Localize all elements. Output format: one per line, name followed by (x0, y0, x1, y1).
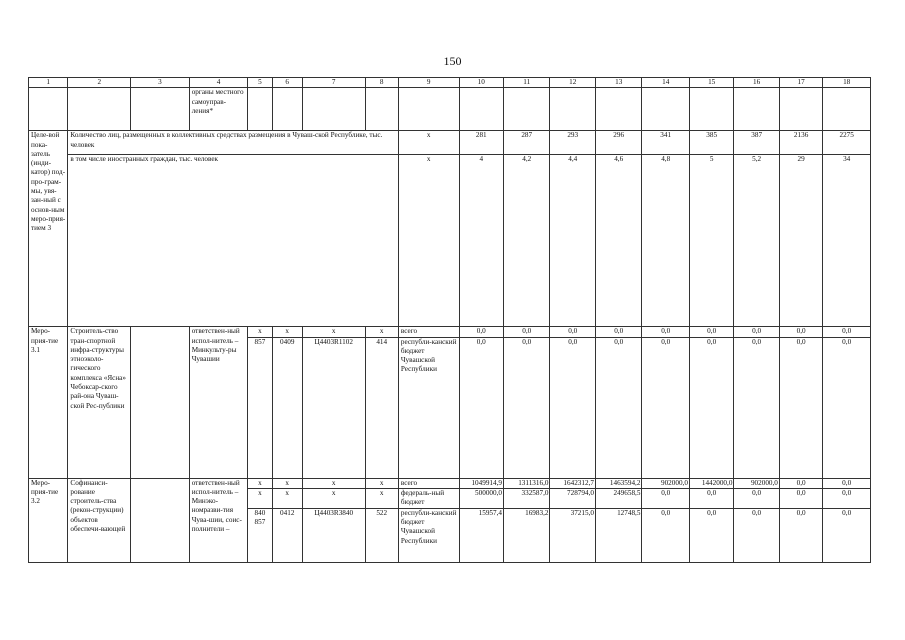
value-cell: 500000,0 (459, 488, 503, 508)
value-cell: 0,0 (689, 488, 733, 508)
indicator-label: Целе-вой пока-затель (инди-катор) под-про-грам-мы, увя-зан-ный с основ-ным меро-прия-тием 3 (29, 131, 68, 327)
cell: 840 857 (248, 508, 272, 562)
value-cell: 0,0 (459, 337, 503, 478)
indicator-text: Количество лиц, размещенных в коллективных средствах размещения в Чуваш-ской Республике, тыс. человек (68, 131, 398, 155)
value-cell: 0,0 (642, 488, 690, 508)
col-number: 12 (550, 78, 595, 88)
value-cell: 0,0 (459, 327, 503, 337)
value-cell: 0,0 (734, 337, 779, 478)
cell: x (248, 327, 272, 337)
continuation-row (29, 88, 871, 131)
measure-label: Меро-прия-тие 3.1 (29, 327, 68, 478)
value-cell: 37215,0 (550, 508, 595, 562)
value-cell: 0,0 (642, 327, 690, 337)
value-cell: 0,0 (595, 337, 641, 478)
col-number: 8 (365, 78, 398, 88)
col-number: 9 (398, 78, 459, 88)
value-cell: 0,0 (779, 327, 822, 337)
col-number: 11 (503, 78, 549, 88)
value-cell: 0,0 (689, 337, 733, 478)
responsible-cell: ответствен-ный испол-нитель – Минкульту-ры Чувашии (189, 327, 248, 478)
value-cell: 249658,5 (595, 488, 641, 508)
value-cell: 385 (689, 131, 733, 155)
cell: Ц4403R3840 (302, 508, 365, 562)
value-cell: 0,0 (823, 488, 871, 508)
value-cell: 1642312,7 (550, 478, 595, 488)
value-cell: 341 (642, 131, 690, 155)
value-cell: 4 (459, 155, 503, 327)
cell: Ц4403R1102 (302, 337, 365, 478)
value-cell: 4,8 (642, 155, 690, 327)
value-cell: 0,0 (642, 508, 690, 562)
indicator-row (29, 131, 871, 155)
program-table (28, 77, 871, 563)
value-cell: 0,0 (823, 327, 871, 337)
page-number: 150 (443, 54, 462, 68)
col-number: 4 (189, 78, 248, 88)
measure-name: Софинанси-рование строитель-ства (рекон-струкции) объектов обеспечи-вающей (68, 478, 131, 562)
value-cell: 0,0 (595, 327, 641, 337)
value-cell: 12748,5 (595, 508, 641, 562)
col-number: 2 (68, 78, 131, 88)
value-cell: 2275 (823, 131, 871, 155)
col-number: 14 (642, 78, 690, 88)
cell: x (248, 488, 272, 508)
measure-row (29, 327, 871, 337)
cell: x (302, 478, 365, 488)
value-cell: 0,0 (734, 508, 779, 562)
value-cell: 0,0 (689, 508, 733, 562)
value-cell: 0,0 (550, 337, 595, 478)
responsible-cell: органы местного самоуправ-ления* (189, 88, 248, 131)
value-cell: 0,0 (734, 488, 779, 508)
cell: x (398, 155, 459, 327)
value-cell: 0,0 (642, 337, 690, 478)
cell: x (398, 131, 459, 155)
value-cell: 0,0 (823, 508, 871, 562)
value-cell: 0,0 (734, 327, 779, 337)
measure-row (29, 478, 871, 488)
cell: x (365, 478, 398, 488)
value-cell: 1049914,9 (459, 478, 503, 488)
value-cell: 0,0 (550, 327, 595, 337)
value-cell: 296 (595, 131, 641, 155)
value-cell: 1463594,2 (595, 478, 641, 488)
col-number: 18 (823, 78, 871, 88)
indicator-row (29, 155, 871, 327)
value-cell: 34 (823, 155, 871, 327)
value-cell: 728794,0 (550, 488, 595, 508)
funding-source: всего (398, 478, 459, 488)
value-cell: 293 (550, 131, 595, 155)
column-number-row (29, 78, 871, 88)
col-number: 6 (272, 78, 302, 88)
value-cell: 16983,2 (503, 508, 549, 562)
cell: 414 (365, 337, 398, 478)
value-cell: 0,0 (779, 337, 822, 478)
col-number: 13 (595, 78, 641, 88)
cell: x (302, 327, 365, 337)
value-cell: 29 (779, 155, 822, 327)
col-number: 10 (459, 78, 503, 88)
cell: x (302, 488, 365, 508)
funding-source: республи-канский бюджет Чувашской Республики (398, 508, 459, 562)
value-cell: 5 (689, 155, 733, 327)
value-cell: 5,2 (734, 155, 779, 327)
value-cell: 902000,0 (642, 478, 690, 488)
value-cell: 1442000,0 (689, 478, 733, 488)
value-cell: 902000,0 (734, 478, 779, 488)
value-cell: 387 (734, 131, 779, 155)
measure-name: Строитель-ство тран-спортной инфра-структуры этноэколо-гического комплекса «Ясна» Чебоксар-ского рай-она Чуваш-ской Рес-публики (68, 327, 131, 478)
value-cell: 0,0 (823, 337, 871, 478)
col-number: 16 (734, 78, 779, 88)
cell: x (272, 488, 302, 508)
cell: 522 (365, 508, 398, 562)
value-cell: 2136 (779, 131, 822, 155)
value-cell: 0,0 (779, 508, 822, 562)
value-cell: 0,0 (503, 337, 549, 478)
value-cell: 0,0 (779, 488, 822, 508)
col-number: 7 (302, 78, 365, 88)
value-cell: 332587,0 (503, 488, 549, 508)
cell: 0412 (272, 508, 302, 562)
funding-source: федераль-ный бюджет (398, 488, 459, 508)
col-number: 15 (689, 78, 733, 88)
cell: x (248, 478, 272, 488)
value-cell: 15957,4 (459, 508, 503, 562)
cell: x (272, 478, 302, 488)
value-cell: 0,0 (689, 327, 733, 337)
value-cell: 4,2 (503, 155, 549, 327)
indicator-text: в том числе иностранных граждан, тыс. человек (68, 155, 398, 327)
cell: x (365, 327, 398, 337)
cell: x (365, 488, 398, 508)
value-cell: 0,0 (503, 327, 549, 337)
value-cell: 0,0 (823, 478, 871, 488)
value-cell: 4,6 (595, 155, 641, 327)
value-cell: 4,4 (550, 155, 595, 327)
funding-source: республи-канский бюджет Чувашской Республики (398, 337, 459, 478)
value-cell: 1311316,0 (503, 478, 549, 488)
value-cell: 281 (459, 131, 503, 155)
col-number: 1 (29, 78, 68, 88)
value-cell: 0,0 (779, 478, 822, 488)
funding-source: всего (398, 327, 459, 337)
value-cell: 287 (503, 131, 549, 155)
cell: 0409 (272, 337, 302, 478)
col-number: 3 (131, 78, 190, 88)
responsible-cell: ответствен-ный испол-нитель – Минэко-номразви-тия Чува-шии, соис-полнители – (189, 478, 248, 562)
cell: x (272, 327, 302, 337)
measure-label: Меро-прия-тие 3.2 (29, 478, 68, 562)
col-number: 17 (779, 78, 822, 88)
col-number: 5 (248, 78, 272, 88)
cell: 857 (248, 337, 272, 478)
